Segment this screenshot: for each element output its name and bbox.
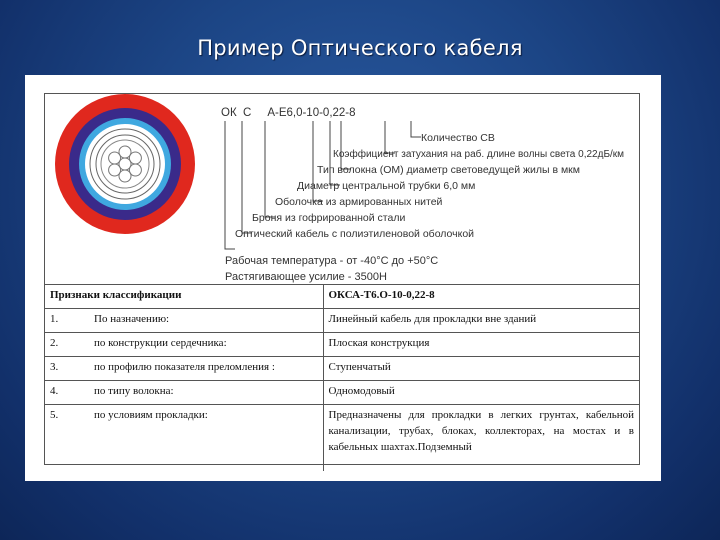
- annotation-fiber-type: Тип волокна (ОМ) диаметр световедущей жилы в мкм: [317, 164, 580, 176]
- content-panel: [25, 75, 661, 481]
- annotation-tube-diameter: Диаметр центральной трубки 6,0 мм: [297, 180, 476, 192]
- table-header-left: Признаки классификации: [45, 285, 323, 309]
- annotation-sheath: Оболочка из армированных нитей: [275, 196, 443, 208]
- cable-diagram: [45, 94, 639, 284]
- row-label: по конструкции сердечника:: [94, 337, 227, 349]
- row-value: Плоская конструкция: [323, 333, 639, 357]
- table-row: [45, 357, 639, 381]
- content-frame: [44, 93, 640, 465]
- annotation-cable-type: Оптический кабель с полиэтиленовой оболочкой: [235, 228, 475, 240]
- annotation-attenuation: Коэффициент затухания на раб. длине волны света 0,22дБ/км: [333, 149, 625, 160]
- row-label: По назначению:: [94, 313, 170, 325]
- cable-cross-section-icon: [55, 94, 195, 234]
- row-label: по типу волокна:: [94, 385, 174, 397]
- cable-code: ОК С А-Е6,0-10-0,22-8: [221, 107, 356, 119]
- row-number: 5.: [50, 409, 59, 421]
- row-value: Линейный кабель для прокладки вне зданий: [323, 309, 639, 333]
- table-header-row: [45, 285, 639, 309]
- operating-temperature: Рабочая температура - от -40°С до +50°С: [225, 255, 439, 267]
- annotation-fiber-count: Количество СВ: [421, 132, 495, 144]
- table-row: [45, 381, 639, 405]
- table-row: [45, 309, 639, 333]
- row-value: Ступенчатый: [323, 357, 639, 381]
- tensile-load: Растягивающее усилие - 3500Н: [225, 271, 387, 283]
- row-value: Предназначены для прокладки в легких грунтах, кабельной канализации, трубах, блоках, коллекторах, на мостах и в кабельных шахтах.Подземный: [323, 405, 639, 472]
- row-number: 1.: [50, 313, 59, 325]
- table-header-right: ОКСА-Т6.О-10-0,22-8: [323, 285, 639, 309]
- table-row: [45, 405, 639, 472]
- table-row: [45, 333, 639, 357]
- row-number: 3.: [50, 361, 59, 373]
- row-value: Одномодовый: [323, 381, 639, 405]
- classification-table: [45, 284, 639, 471]
- row-number: 2.: [50, 337, 59, 349]
- row-number: 4.: [50, 385, 59, 397]
- row-label: по профилю показателя преломления :: [94, 361, 275, 373]
- annotation-armor: Броня из гофрированной стали: [252, 212, 406, 224]
- slide-title: Пример Оптического кабеля: [197, 36, 523, 60]
- row-label: по условиям прокладки:: [94, 409, 208, 421]
